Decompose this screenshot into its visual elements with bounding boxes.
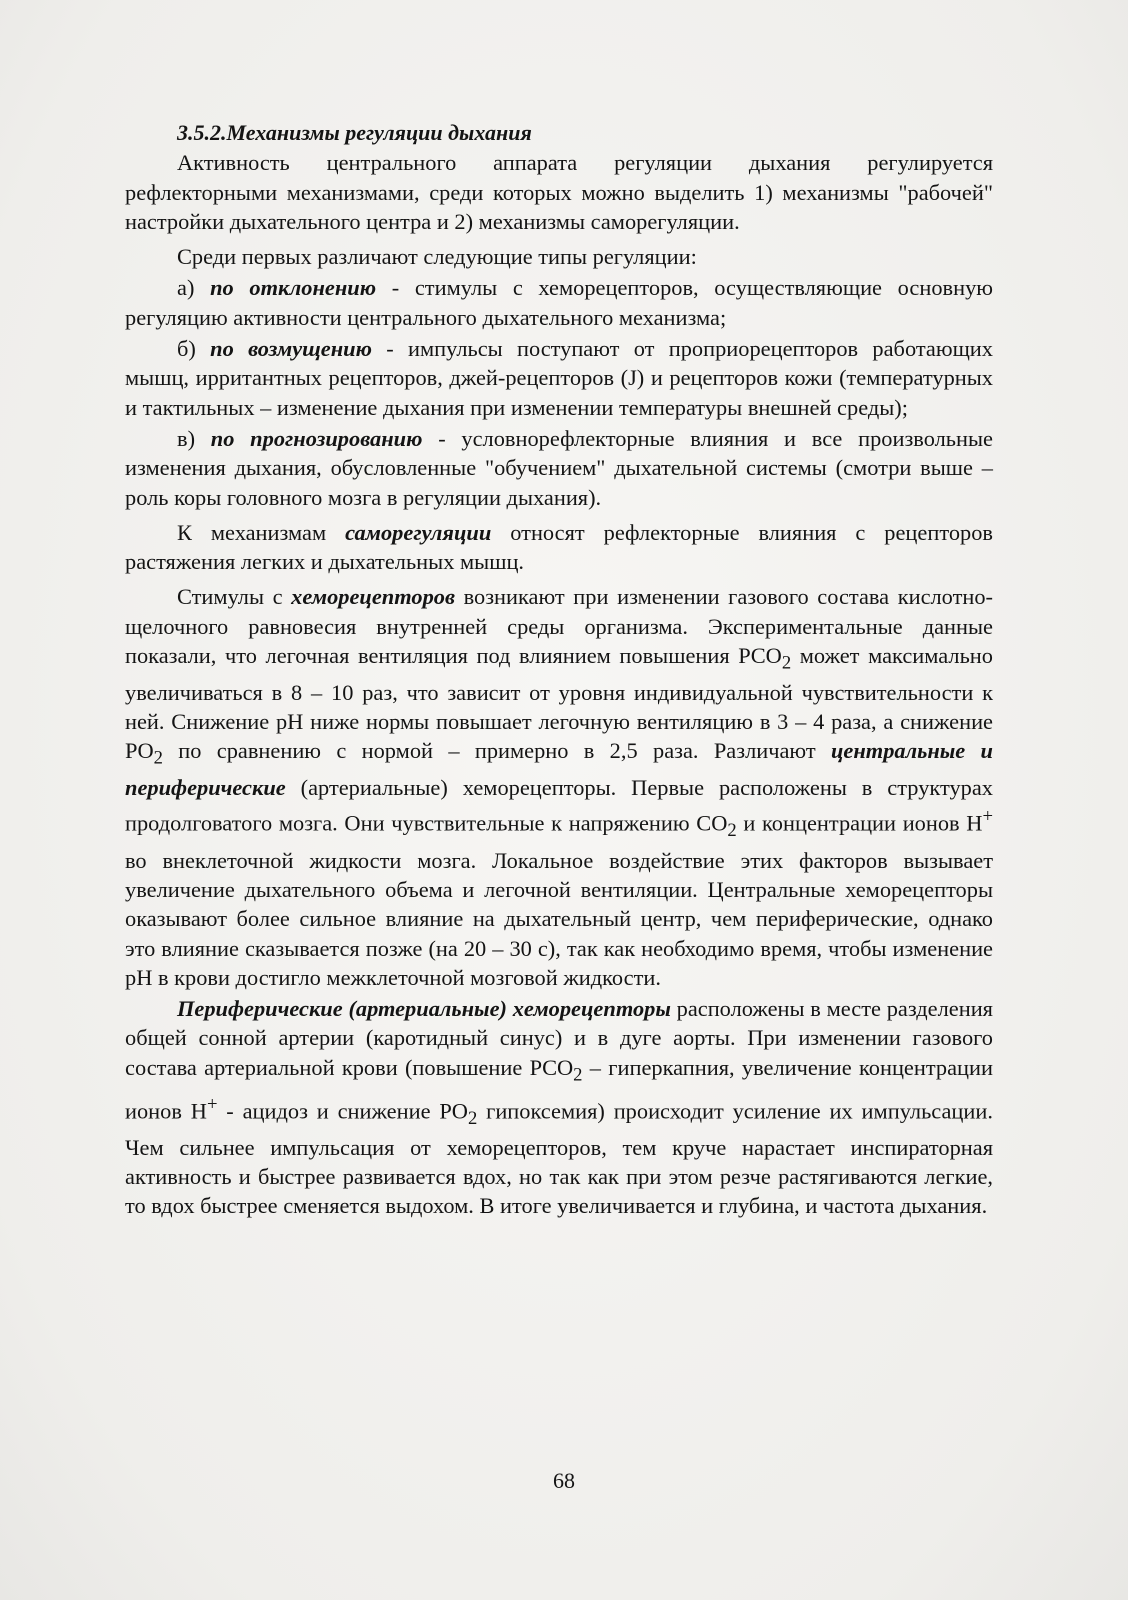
paragraph-type-a bbox=[125, 273, 993, 332]
term-disturbance: по возмущению bbox=[210, 336, 372, 362]
peripheral-sup-1: + bbox=[206, 1093, 218, 1115]
peripheral-text-3: - ацидоз и снижение PO bbox=[217, 1098, 468, 1124]
paragraph-self-regulation bbox=[125, 518, 993, 577]
term-deviation: по отклонению bbox=[210, 275, 377, 301]
peripheral-sub-1: 2 bbox=[573, 1064, 583, 1086]
chemo-sub-2: 2 bbox=[153, 747, 163, 769]
self-regulation-prefix: К механизмам bbox=[177, 519, 346, 545]
term-central-peripheral: центральные и периферические bbox=[125, 738, 993, 801]
peripheral-text-4: гипоксемия) происходит усиление их импульсации. Чем сильнее импульсация от хеморецепторов, тем круче нарастает инспираторная активность и быстрее развивается вдох, но так как при этом резче растягиваются легкие, то вдох быстрее сменяется выдохом. В итоге увеличивается и глубина, и частота дыхания. bbox=[125, 1098, 993, 1219]
chemo-text-2: может максимально увеличиваться в 8 – 10 раз, что зависит от уровня индивидуальной чувствительности к ней. Снижение pH ниже нормы повышает легочную вентиляцию в 3 – 4 раза, а снижение PO bbox=[125, 643, 993, 764]
term-peripheral-chemoreceptors: Периферические (артериальные) хеморецепторы bbox=[177, 996, 671, 1022]
type-c-prefix: в) bbox=[177, 425, 211, 451]
type-b-text: - импульсы поступают от проприорецепторов работающих мышц, ирритантных рецепторов, джей-рецепторов (J) и рецепторов кожи (температурных и тактильных – изменение дыхания при изменении температуры внешней среды); bbox=[125, 336, 993, 420]
chemo-text-4: (артериальные) хеморецепторы. Первые расположены в структурах продолговатого мозга. Они чувствительные к напряжению CO bbox=[125, 775, 993, 836]
paragraph-peripheral bbox=[125, 994, 993, 1220]
chemo-sub-3: 2 bbox=[727, 820, 737, 842]
paragraph-intro bbox=[125, 148, 993, 236]
chemo-text-3: по сравнению с нормой – примерно в 2,5 раза. Различают bbox=[162, 738, 831, 764]
type-a-text: - стимулы с хеморецепторов, осуществляющие основную регуляцию активности центрального дыхательного механизма; bbox=[125, 275, 994, 330]
paragraph-chemoreceptors bbox=[125, 582, 993, 992]
section-heading: 3.5.2.Механизмы регуляции дыхания bbox=[177, 120, 532, 145]
chemo-sup-1: + bbox=[982, 806, 993, 828]
term-prediction: по прогнозированию bbox=[210, 425, 423, 451]
term-chemoreceptors: хеморецепторов bbox=[291, 584, 455, 610]
peripheral-sub-2: 2 bbox=[467, 1107, 478, 1129]
term-self-regulation: саморегуляции bbox=[345, 519, 492, 545]
chemo-sub-1: 2 bbox=[781, 652, 792, 674]
chemo-text-6: во внеклеточной жидкости мозга. Локальное воздействие этих факторов вызывает увеличение дыхательного объема и легочной вентиляции. Центральные хеморецепторы оказывают более сильное влияние на дыхательный центр, чем периферические, однако это влияние сказывается позже (на 20 – 30 с), так как необходимо время, чтобы изменение pH в крови достигло межклеточной мозговой жидкости. bbox=[125, 847, 993, 990]
paragraph-intro-text: Активность центрального аппарата регуляции дыхания регулируется рефлекторными механизмами, среди которых можно выделить 1) механизмы "рабочей" настройки дыхательного центра и 2) механизмы саморегуляции. bbox=[125, 150, 993, 234]
page-number: 68 bbox=[553, 1468, 575, 1493]
self-regulation-text: относят рефлекторные влияния с рецепторов растяжения легких и дыхательных мышц. bbox=[125, 519, 993, 575]
paragraph-types bbox=[125, 242, 993, 271]
chemo-text-5: и концентрации ионов H bbox=[736, 810, 983, 836]
type-c-text: - условнорефлекторные влияния и все произвольные изменения дыхания, обусловленные "обучением" дыхательной системы (смотри выше – роль коры головного мозга в регуляции дыхания). bbox=[125, 425, 993, 510]
type-b-prefix: б) bbox=[177, 336, 211, 362]
type-a-prefix: а) bbox=[177, 275, 211, 301]
chemo-text-1: возникают при изменении газового состава кислотно-щелочного равновесия внутренней среды организма. Экспериментальные данные показали, что легочная вентиляция под влиянием повышения PCO bbox=[125, 584, 993, 669]
paragraph-type-c bbox=[125, 424, 993, 512]
peripheral-text-2: – гиперкапния, увеличение концентрации ионов H bbox=[125, 1054, 993, 1124]
chemo-prefix: Стимулы с bbox=[177, 584, 292, 610]
paragraph-types-text: Среди первых различают следующие типы регуляции: bbox=[177, 244, 697, 270]
peripheral-text-1: расположены в месте разделения общей сонной артерии (каротидный синус) и в дуге аорты. При изменении газового состава артериальной крови (повышение PCO bbox=[125, 996, 993, 1080]
paragraph-type-b bbox=[125, 334, 993, 422]
text-block bbox=[125, 118, 993, 1221]
